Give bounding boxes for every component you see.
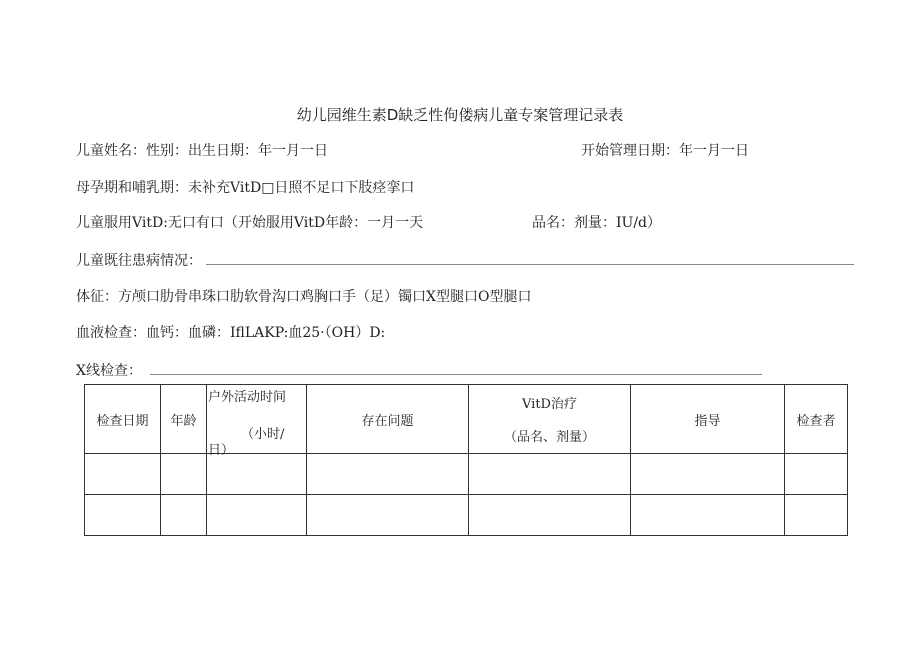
outdoor-label: 户外活动时间 (208, 390, 287, 405)
xray-underline[interactable] (150, 374, 762, 375)
cell-age[interactable] (161, 495, 207, 536)
cell-problems[interactable] (307, 454, 469, 495)
cell-inspector[interactable] (785, 454, 848, 495)
header-age: 年龄 (161, 385, 207, 454)
table-row (85, 495, 848, 536)
cell-vitd[interactable] (469, 454, 631, 495)
cell-problems[interactable] (307, 495, 469, 536)
record-table (84, 384, 848, 536)
cell-inspector[interactable] (785, 495, 848, 536)
xray-label: X线检查： (76, 363, 142, 379)
header-check-date: 检查日期 (85, 385, 161, 454)
cell-vitd[interactable] (469, 495, 631, 536)
outdoor-unit: （小时/ (241, 427, 285, 442)
header-guidance: 指导 (631, 385, 785, 454)
table-row (85, 454, 848, 495)
outdoor-unit-end: 日） (208, 443, 235, 458)
cell-guidance[interactable] (631, 495, 785, 536)
vitd-sublabel: （品名、剂量） (503, 430, 595, 445)
cell-date[interactable] (85, 454, 161, 495)
cell-guidance[interactable] (631, 454, 785, 495)
blood-test-line: 血液检查：血钙：血磷：IflLAKP:血25·（OH）D: (76, 325, 386, 341)
product-dose-line: 品名：剂量：IU/d） (532, 215, 662, 231)
page-title: 幼儿园维生素D缺乏性佝偻病儿童专案管理记录表 (296, 106, 624, 124)
header-vitd-treatment (469, 385, 631, 454)
child-info-line: 儿童姓名：性别：出生日期：年一月一日 (76, 143, 328, 159)
cell-outdoor[interactable] (207, 495, 307, 536)
cell-age[interactable] (161, 454, 207, 495)
table-header-row (85, 385, 848, 454)
header-problems: 存在问题 (307, 385, 469, 454)
history-label: 儿童既往患病情况： (76, 253, 202, 269)
cell-date[interactable] (85, 495, 161, 536)
vitd-label: VitD治疗 (522, 397, 577, 412)
pregnancy-line: 母孕期和哺乳期：未补充VitD□日照不足口下肢痉挛口 (76, 180, 415, 196)
signs-line: 体征：方颅口肋骨串珠口肋软骨沟口鸡胸口手（足）镯口X型腿口O型腿口 (76, 289, 532, 305)
history-underline[interactable] (206, 264, 854, 265)
header-outdoor-time (207, 385, 307, 458)
start-date-line: 开始管理日期：年一月一日 (581, 143, 749, 159)
header-inspector: 检查者 (785, 385, 848, 454)
cell-outdoor[interactable] (207, 454, 307, 495)
vitd-taken-line: 儿童服用VitD:无口有口（开始服用VitD年龄：一月一天 (76, 215, 424, 231)
